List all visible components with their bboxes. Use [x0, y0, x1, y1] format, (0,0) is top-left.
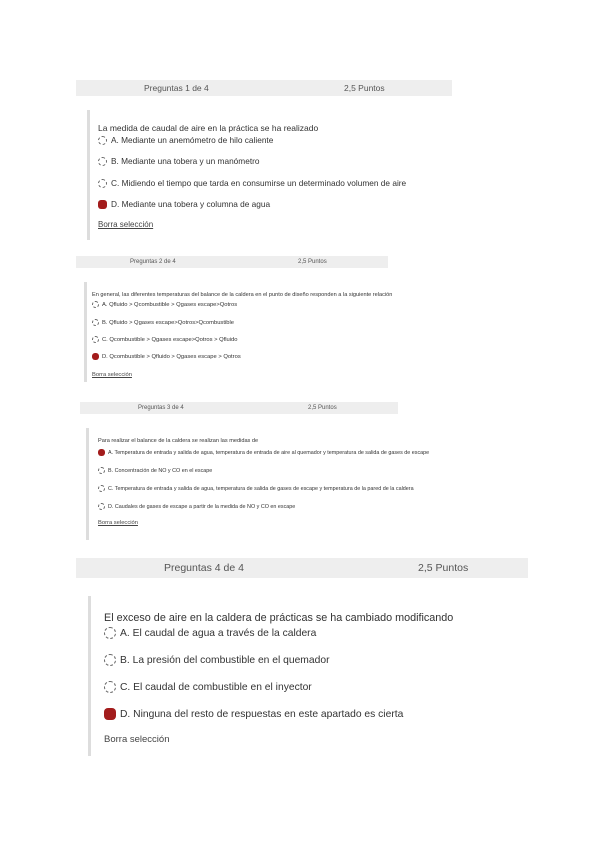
question-text: Para realizar el balance de la caldera se realizan las medidas de	[98, 438, 259, 444]
radio-selected-icon[interactable]	[92, 353, 99, 360]
option-a[interactable]	[92, 301, 237, 308]
radio-icon[interactable]	[98, 179, 107, 188]
option-label: C. Temperatura de entrada y salida de agua, temperatura de salida de gases de escape y temperatura de la pared de la caldera	[108, 485, 414, 492]
radio-icon[interactable]	[98, 157, 107, 166]
question-number: Preguntas 4 de 4	[164, 562, 244, 574]
option-label: C. El caudal de combustible en el inyector	[120, 681, 312, 693]
option-b[interactable]	[104, 654, 330, 666]
clear-selection-link[interactable]: Borra selección	[92, 372, 132, 378]
option-label: A. El caudal de agua a través de la caldera	[120, 627, 317, 639]
option-d[interactable]	[92, 353, 241, 360]
option-label: A. Mediante un anemómetro de hilo caliente	[111, 135, 274, 145]
radio-icon[interactable]	[98, 467, 105, 474]
option-label: A. Qfluido > Qcombustible > Qgases escape>Qotros	[102, 301, 238, 308]
clear-selection-link[interactable]: Borra selección	[98, 520, 138, 526]
question-points: 2,5 Puntos	[298, 259, 327, 265]
radio-icon[interactable]	[104, 627, 116, 639]
clear-selection-link[interactable]: Borra selección	[98, 220, 154, 229]
option-label: D. Caudales de gases de escape a partir de la medida de NO y CO en escape	[108, 503, 296, 510]
radio-icon[interactable]	[92, 301, 99, 308]
question-header	[80, 402, 398, 414]
radio-icon[interactable]	[98, 136, 107, 145]
question-text: La medida de caudal de aire en la práctica se ha realizado	[98, 123, 319, 133]
option-c[interactable]	[92, 336, 238, 343]
question-body-border	[88, 596, 98, 756]
option-c[interactable]	[98, 485, 414, 492]
question-body-border	[84, 282, 92, 382]
option-d[interactable]	[104, 708, 403, 720]
radio-icon[interactable]	[104, 654, 116, 666]
option-label: D. Ninguna del resto de respuestas en este apartado es cierta	[120, 708, 404, 720]
question-number: Preguntas 1 de 4	[144, 83, 209, 93]
option-a[interactable]	[104, 627, 316, 639]
option-label: B. Qfluido > Qgases escape>Qotros>Qcombustible	[102, 319, 234, 326]
option-b[interactable]	[92, 319, 234, 326]
option-a[interactable]	[98, 449, 429, 456]
question-points: 2,5 Puntos	[308, 405, 337, 411]
question-text: El exceso de aire en la caldera de prácticas se ha cambiado modificando	[104, 612, 454, 624]
option-label: D. Qcombustible > Qfluido > Qgases escape > Qotros	[102, 353, 241, 360]
option-label: A. Temperatura de entrada y salida de agua, temperatura de entrada de aire al quemador y temperatura de salida de gases de escape	[108, 449, 430, 456]
radio-icon[interactable]	[92, 336, 99, 343]
option-label: D. Mediante una tobera y columna de agua	[111, 199, 271, 209]
question-header	[76, 256, 388, 268]
option-d[interactable]	[98, 503, 295, 510]
radio-selected-icon[interactable]	[104, 708, 116, 720]
option-label: C. Midiendo el tiempo que tarda en consumirse un determinado volumen de aire	[111, 178, 407, 188]
question-body-border	[86, 428, 94, 540]
clear-selection-link[interactable]: Borra selección	[104, 734, 170, 745]
option-c[interactable]	[98, 178, 406, 188]
question-number: Preguntas 2 de 4	[130, 259, 176, 265]
question-header	[76, 80, 452, 96]
option-label: B. La presión del combustible en el quemador	[120, 654, 330, 666]
question-points: 2,5 Puntos	[344, 83, 385, 93]
radio-icon[interactable]	[104, 681, 116, 693]
option-b[interactable]	[98, 156, 260, 166]
option-d[interactable]	[98, 199, 270, 209]
radio-icon[interactable]	[92, 319, 99, 326]
question-points: 2,5 Puntos	[418, 562, 469, 574]
radio-icon[interactable]	[98, 485, 105, 492]
option-label: B. Mediante una tobera y un manómetro	[111, 156, 260, 166]
radio-icon[interactable]	[98, 503, 105, 510]
option-label: B. Concentración de NO y CO en el escape	[108, 467, 213, 474]
option-label: C. Qcombustible > Qgases escape>Qotros > Qfluido	[102, 336, 238, 343]
question-header	[76, 558, 528, 578]
option-b[interactable]	[98, 467, 212, 474]
radio-selected-icon[interactable]	[98, 200, 107, 209]
question-body-border	[87, 110, 97, 240]
option-a[interactable]	[98, 135, 273, 145]
question-number: Preguntas 3 de 4	[138, 405, 184, 411]
option-c[interactable]	[104, 681, 312, 693]
radio-selected-icon[interactable]	[98, 449, 105, 456]
question-text: En general, las diferentes temperaturas del balance de la caldera en el punto de diseño responden a la siguiente relación	[92, 292, 393, 298]
